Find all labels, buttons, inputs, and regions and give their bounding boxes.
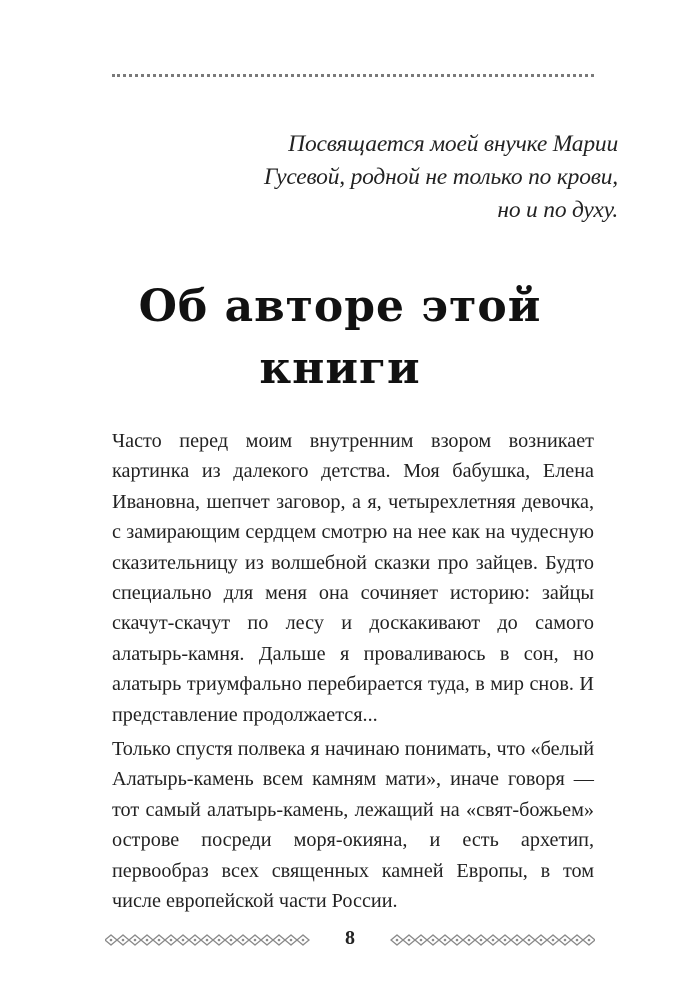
heading-line-1: Об авторе этой [138,281,542,332]
chapter-heading [90,276,590,400]
body-text [112,426,594,917]
right-ornament-border [385,934,595,946]
paragraph-1: Часто перед моим внутренним взором возникает картинка из далекого детства. Моя бабушка, Елена Ивановна, шепчет заговор, а я, четырехлетняя девочка, с замирающим сердцем смотрю на нее как на чудесную сказительницу из волшебной сказки про зайцев. Будто специально для меня она сочиняет историю: зайцы скачут-скачут по лесу и доскакивают до самого алатырь-камня. Дальше я проваливаюсь в сон, но алатырь триумфально перебирается туда, в мир снов. И представление продолжается... [112,430,594,726]
dedication [262,128,618,227]
heading-line-2: книги [259,343,421,394]
page-footer [105,929,595,951]
dedication-line-1: Посвящается моей внучке Марии [288,131,618,157]
dedication-line-3: но и по духу. [497,197,618,223]
paragraph-2: Только спустя полвека я начинаю понимать, что «белый Алатырь-камень всем камням мати», иначе говоря — тот самый алатырь-камень, лежащий на «свят-божьем» острове посреди моря-окияна, и есть архетип, первообраз всех священных камней Европы, в том числе европейской части России. [112,738,594,913]
dedication-line-2: Гусевой, родной не только по крови, [263,164,618,190]
top-dotted-rule [112,74,594,77]
page-number: 8 [345,927,355,949]
